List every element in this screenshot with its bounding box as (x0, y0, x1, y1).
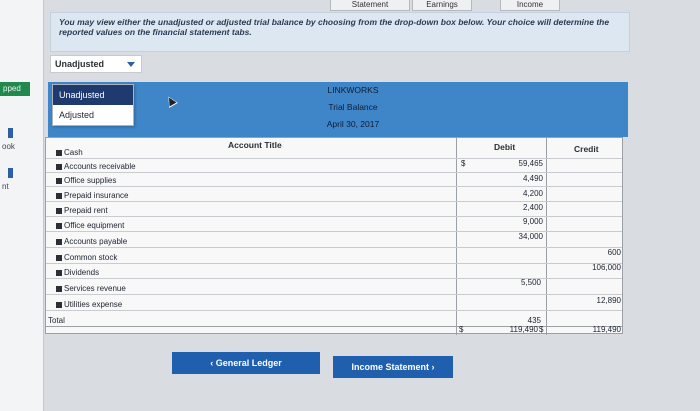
debit-cell[interactable]: 9,000 (522, 217, 543, 226)
debit-cell[interactable]: 59,465 (518, 159, 543, 168)
account-cell[interactable]: Office supplies (56, 176, 116, 185)
left-sidebar (0, 0, 44, 411)
checkbox-icon (56, 239, 62, 245)
sidebar-tag[interactable]: pped (0, 82, 30, 96)
account-cell[interactable]: Accounts receivable (56, 162, 136, 171)
checkbox-icon (56, 270, 62, 276)
statement-tabs (300, 0, 700, 12)
checkbox-icon (56, 302, 62, 308)
option-unadjusted[interactable]: Unadjusted (53, 85, 133, 105)
credit-cell[interactable]: 12,890 (596, 296, 621, 305)
company-name: LINKWORKS (327, 85, 379, 95)
col-account-title: Account Title (228, 140, 282, 150)
trial-balance-table (45, 137, 623, 334)
account-cell[interactable]: Office equipment (56, 221, 124, 230)
currency-symbol: $ (539, 325, 544, 334)
sidebar-label[interactable]: nt (2, 182, 9, 191)
credit-cell[interactable]: 106,000 (592, 263, 621, 272)
checkbox-icon (56, 164, 62, 170)
table-row (46, 237, 622, 248)
col-debit: Debit (494, 142, 516, 152)
totals-row (46, 326, 622, 335)
balance-view-select[interactable] (50, 55, 142, 73)
option-adjusted[interactable]: Adjusted (59, 110, 95, 120)
checkbox-icon (56, 150, 62, 156)
col-credit: Credit (574, 144, 599, 154)
sidebar-marker (8, 128, 13, 138)
sidebar-label[interactable]: ook (2, 142, 15, 151)
currency-symbol: $ (461, 159, 466, 168)
credit-cell[interactable]: 600 (607, 248, 621, 257)
account-cell[interactable]: Prepaid rent (56, 206, 108, 215)
general-ledger-button[interactable]: ‹ General Ledger (172, 352, 320, 374)
account-cell[interactable]: Common stock (56, 253, 117, 262)
debit-cell[interactable]: 5,500 (520, 278, 541, 287)
report-date: April 30, 2017 (326, 119, 380, 129)
report-title: Trial Balance (328, 102, 378, 112)
account-cell[interactable]: Services revenue (56, 284, 126, 293)
sidebar-marker (8, 168, 13, 178)
select-value: Unadjusted (55, 59, 105, 69)
chevron-down-icon (127, 62, 135, 67)
account-cell[interactable]: Prepaid insurance (56, 191, 128, 200)
instruction-text: You may view either the unadjusted or adjusted trial balance by choosing from the drop-down box below. Your choice will determine the reported values on the financial statement tabs. (50, 12, 630, 52)
income-statement-button[interactable]: Income Statement › (333, 356, 453, 378)
account-cell[interactable]: Accounts payable (56, 237, 127, 246)
total-debit: 119,490 (509, 325, 538, 334)
debit-cell[interactable]: 2,400 (522, 203, 543, 212)
checkbox-icon (56, 223, 62, 229)
checkbox-icon (56, 255, 62, 261)
report-header (48, 82, 628, 137)
currency-symbol: $ (459, 325, 464, 334)
table-row (46, 248, 622, 264)
tab-earnings[interactable]: Earnings (412, 0, 472, 11)
table-row (46, 278, 622, 295)
debit-cell[interactable]: 4,200 (522, 189, 543, 198)
checkbox-icon (56, 193, 62, 199)
dropdown-options (52, 84, 134, 126)
account-cell[interactable]: Dividends (56, 268, 99, 277)
table-row (46, 221, 622, 241)
checkbox-icon (56, 286, 62, 292)
tab-statement[interactable]: Statement (330, 0, 410, 11)
total-label: Total (48, 316, 65, 325)
debit-cell[interactable]: 4,490 (522, 174, 543, 183)
table-row (46, 296, 622, 311)
checkbox-icon (56, 178, 62, 184)
debit-cell[interactable]: 34,000 (518, 232, 543, 241)
checkbox-icon (56, 208, 62, 214)
account-cell[interactable]: Utilities expense (56, 300, 122, 309)
tab-income[interactable]: Income (500, 0, 560, 11)
account-cell[interactable]: Cash (56, 148, 83, 157)
debit-cell[interactable]: 435 (527, 316, 541, 325)
total-credit: 119,490 (592, 325, 621, 334)
